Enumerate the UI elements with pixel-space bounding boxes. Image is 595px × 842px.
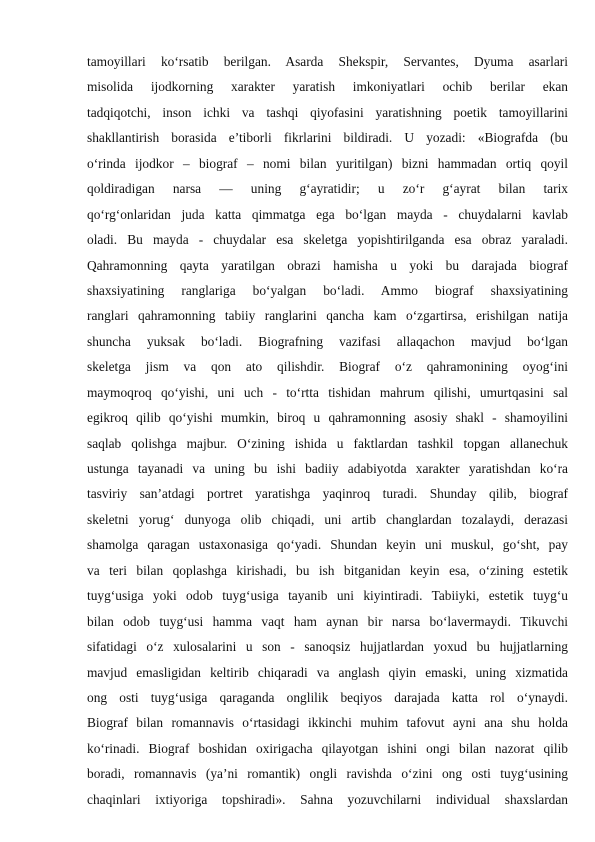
- text-line: tadqiqotchi, inson ichki va tashqi qiyofasini yaratishning poetik tamoyillarini: [87, 104, 568, 120]
- text-line: o‘rinda ijodkor – biograf – nomi bilan yuritilgan) bizni hammadan ortiq qoyil: [87, 155, 568, 171]
- text-line: bilan odob tuyg‘usi hamma vaqt ham aynan bir narsa bo‘lavermaydi. Tikuvchi: [87, 613, 568, 629]
- text-line: ranglari qahramonning tabiiy ranglarini qancha kam o‘zgartirsa, erishilgan natija: [87, 308, 568, 324]
- text-line: qo‘rg‘onlaridan juda katta qimmatga ega bo‘lgan mayda - chuydalarni kavlab: [87, 206, 568, 222]
- text-line: skeletni yorug‘ dunyoga olib chiqadi, uni artib changlardan tozalaydi, derazasi: [87, 511, 568, 527]
- text-line: Qahramonning qayta yaratilgan obrazi hamisha u yoki bu darajada biograf: [87, 257, 568, 273]
- text-line: qoldiradigan narsa — uning g‘ayratidir; u zo‘r g‘ayrat bilan tarix: [87, 181, 568, 197]
- text-line: tamoyillari ko‘rsatib berilgan. Asarda Shekspir, Servantes, Dyuma asarlari: [87, 54, 568, 69]
- text-line: maymoqroq qo‘yishi, uni uch - to‘rtta tishidan mahrum qilishi, umurtqasini sal: [87, 384, 568, 400]
- text-line: tuyg‘usiga yoki odob tuyg‘usiga tayanib uni kiyintiradi. Tabiiyki, estetik tuyg‘u: [87, 588, 568, 604]
- text-line: skeletga jism va qon ato qilishdir. Biograf o‘z qahramonining oyog‘ini: [87, 359, 568, 375]
- text-line: saqlab qolishga majbur. O‘zining ishida u faktlardan tashkil topgan allanechuk: [87, 435, 568, 451]
- text-line: oladi. Bu mayda - chuydalar esa skeletga yopishtirilganda esa obraz yaraladi.: [87, 232, 568, 248]
- text-line: ong osti tuyg‘usiga qaraganda onglilik beqiyos darajada katta rol o‘ynaydi.: [87, 689, 568, 705]
- text-line: sifatidagi o‘z xulosalarini u son - sanoqsiz hujjatlardan yoxud bu hujjatlarning: [87, 639, 568, 655]
- text-line: chaqinlari ixtiyoriga topshiradi». Sahna yozuvchilarni individual shaxslardan: [87, 791, 568, 807]
- text-line: egikroq qilib qo‘yishi mumkin, biroq u qahramonning asosiy shakl - shamoyilini: [87, 410, 568, 426]
- text-line: shuncha yuksak bo‘ladi. Biografning vazifasi allaqachon mavjud bo‘lgan: [87, 333, 568, 349]
- text-line: shamolga qaragan ustaxonasiga qo‘yadi. Shundan keyin uni muskul, go‘sht, pay: [87, 537, 568, 553]
- text-line: shaxsiyatining ranglariga bo‘yalgan bo‘ladi. Ammo biograf shaxsiyatining: [87, 282, 568, 298]
- text-line: Biograf bilan romannavis o‘rtasidagi ikkinchi muhim tafovut ayni ana shu holda: [87, 715, 568, 731]
- body-text: [87, 49, 568, 812]
- text-line: ustunga tayanadi va uning bu ishi badiiy adabiyotda xarakter yaratishdan ko‘ra: [87, 461, 568, 476]
- text-line: misolida ijodkorning xarakter yaratish imkoniyatlari ochib berilar ekan: [87, 79, 568, 95]
- text-line: ko‘rinadi. Biograf boshidan oxirigacha qilayotgan ishini ongi bilan nazorat qilib: [87, 740, 568, 756]
- text-line: shakllantirish borasida e’tiborli fikrlarini bildiradi. U yozadi: «Biografda (bu: [87, 130, 568, 146]
- text-line: tasviriy san’atdagi portret yaratishga yaqinroq turadi. Shunday qilib, biograf: [87, 486, 568, 502]
- text-line: mavjud emasligidan keltirib chiqaradi va anglash qiyin emaski, uning xizmatida: [87, 664, 568, 680]
- text-line: va teri bilan qoplashga kirishadi, bu ish bitganidan keyin esa, o‘zining estetik: [87, 562, 568, 578]
- text-line: boradi, romannavis (ya’ni romantik) ongli ravishda o‘zini ong osti tuyg‘usining: [87, 766, 568, 782]
